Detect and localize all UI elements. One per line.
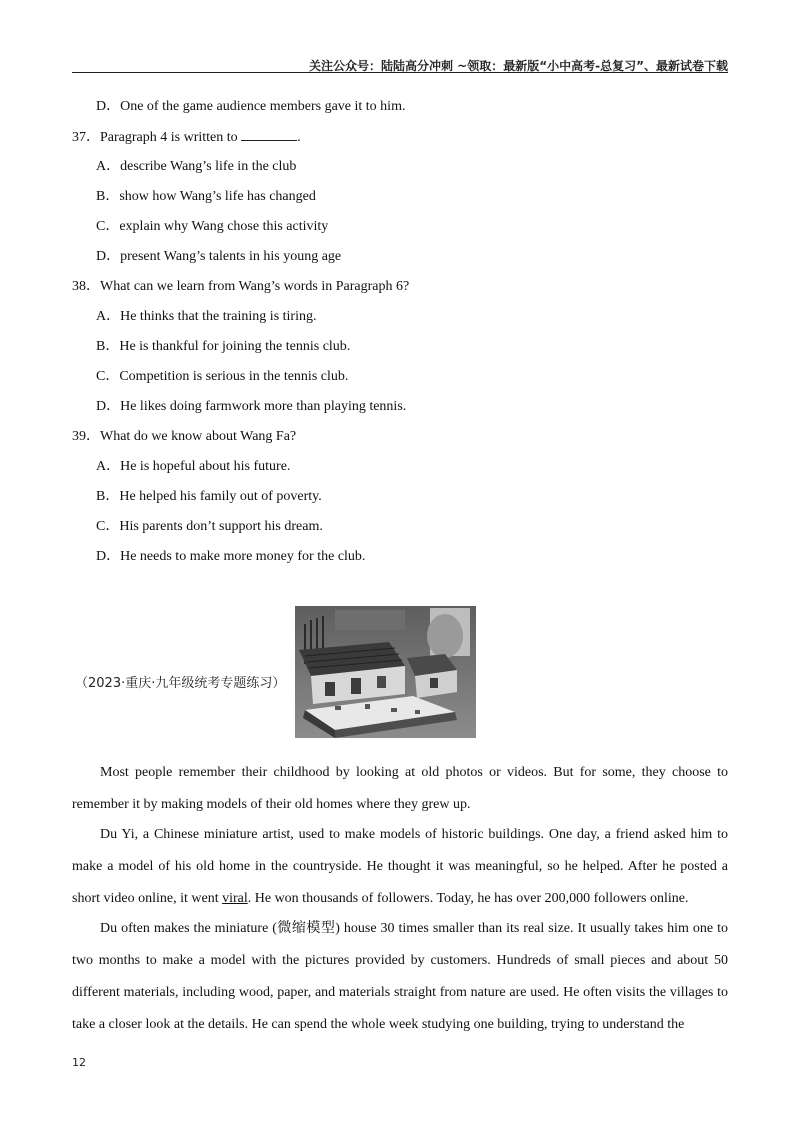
paragraph-2-text-end: . He won thousands of followers. Today, he has over 200,000 followers online. (247, 891, 689, 906)
option-39-b: B．He helped his family out of poverty. (96, 489, 322, 504)
option-36-d: D．One of the game audience members gave it to him. (96, 99, 406, 114)
option-39-d: D．He needs to make more money for the club. (96, 549, 366, 564)
page-number: 12 (72, 1056, 86, 1069)
option-37-c: C．explain why Wang chose this activity (96, 219, 329, 234)
question-37-stem-text: 37．Paragraph 4 is written to (72, 130, 242, 145)
question-37-stem (72, 128, 301, 147)
header-divider (72, 72, 728, 73)
passage-paragraph-2 (72, 819, 728, 915)
miniature-house-photo (295, 606, 476, 738)
paragraph-1-text: Most people remember their childhood by looking at old photos or videos. But for some, they choose to remember it by making models of their old homes where they grew up. (72, 765, 728, 812)
option-38-d: D．He likes doing farmwork more than playing tennis. (96, 399, 407, 414)
underlined-word-viral: viral (222, 891, 248, 906)
option-39-c: C．His parents don’t support his dream. (96, 519, 323, 534)
source-caption: （2023·重庆·九年级统考专题练习） (75, 676, 286, 691)
answer-blank (241, 128, 297, 141)
paragraph-3-text: Du often makes the miniature (微缩模型) house 30 times smaller than its real size. It usually takes him one to two months to make a model with the pictures provided by customers. Hundreds of small pieces and about 50 different materials, including wood, paper, and materials straight from nature are used. He often visits the villages to take a closer look at the details. He can spend the whole week studying one building, trying to understand the (72, 921, 728, 1032)
page-header: 关注公众号：陆陆高分冲刺 ~领取：最新版“小中高考-总复习”、最新试卷下载 (309, 59, 728, 73)
option-37-b: B．show how Wang’s life has changed (96, 189, 316, 204)
option-38-b: B．He is thankful for joining the tennis club. (96, 339, 351, 354)
passage-paragraph-3 (72, 913, 728, 1041)
option-37-a: A．describe Wang’s life in the club (96, 159, 297, 174)
question-38-stem: 38．What can we learn from Wang’s words in Paragraph 6? (72, 279, 410, 294)
question-37-stem-end: . (297, 130, 301, 145)
paragraph-2-text-start: Du Yi, a Chinese miniature artist, used to make models of historic buildings. One day, a friend asked him to make a model of his old home in the countryside. He thought it was meaningful, so he helped. After he posted a short video online, it went (72, 827, 728, 906)
option-37-d: D．present Wang’s talents in his young age (96, 249, 342, 264)
option-38-a: A．He thinks that the training is tiring. (96, 309, 317, 324)
option-38-c: C．Competition is serious in the tennis club. (96, 369, 349, 384)
passage-paragraph-1 (72, 757, 728, 821)
question-39-stem: 39．What do we know about Wang Fa? (72, 429, 297, 444)
option-39-a: A．He is hopeful about his future. (96, 459, 291, 474)
